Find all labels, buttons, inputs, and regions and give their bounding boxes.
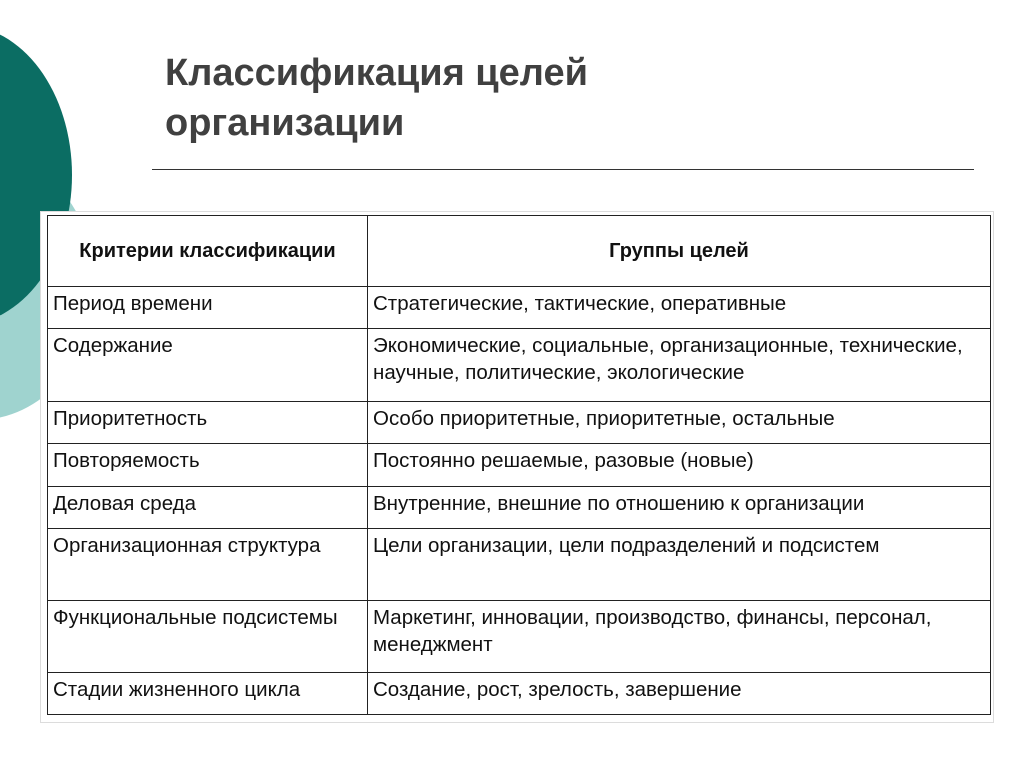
table-row bbox=[48, 287, 991, 329]
criterion-cell: Содержание bbox=[48, 329, 368, 402]
title-divider bbox=[152, 169, 974, 170]
table-row bbox=[48, 673, 991, 715]
table-row bbox=[48, 444, 991, 487]
groups-cell: Маркетинг, инновации, производство, финансы, персонал, менеджмент bbox=[368, 601, 991, 673]
groups-cell: Стратегические, тактические, оперативные bbox=[368, 287, 991, 329]
table-row bbox=[48, 601, 991, 673]
header-criteria: Критерии классификации bbox=[48, 216, 368, 287]
groups-cell: Экономические, социальные, организационные, технические, научные, политические, экологические bbox=[368, 329, 991, 402]
groups-cell: Создание, рост, зрелость, завершение bbox=[368, 673, 991, 715]
table-row bbox=[48, 402, 991, 444]
groups-cell: Внутренние, внешние по отношению к организации bbox=[368, 487, 991, 529]
table-row bbox=[48, 487, 991, 529]
slide-title-line-1: Классификация целей bbox=[165, 52, 588, 94]
criterion-cell: Организационная структура bbox=[48, 529, 368, 601]
table-row bbox=[48, 329, 991, 402]
groups-cell: Цели организации, цели подразделений и подсистем bbox=[368, 529, 991, 601]
criterion-cell: Повторяемость bbox=[48, 444, 368, 487]
criterion-cell: Приоритетность bbox=[48, 402, 368, 444]
criterion-cell: Функциональные подсистемы bbox=[48, 601, 368, 673]
criterion-cell: Период времени bbox=[48, 287, 368, 329]
slide-title-line-2: организации bbox=[165, 102, 405, 144]
criterion-cell: Стадии жизненного цикла bbox=[48, 673, 368, 715]
header-groups: Группы целей bbox=[368, 216, 991, 287]
classification-table bbox=[47, 215, 991, 715]
groups-cell: Особо приоритетные, приоритетные, остальные bbox=[368, 402, 991, 444]
table-header-row bbox=[48, 216, 991, 287]
criterion-cell: Деловая среда bbox=[48, 487, 368, 529]
table-row bbox=[48, 529, 991, 601]
slide-title bbox=[165, 48, 865, 148]
groups-cell: Постоянно решаемые, разовые (новые) bbox=[368, 444, 991, 487]
